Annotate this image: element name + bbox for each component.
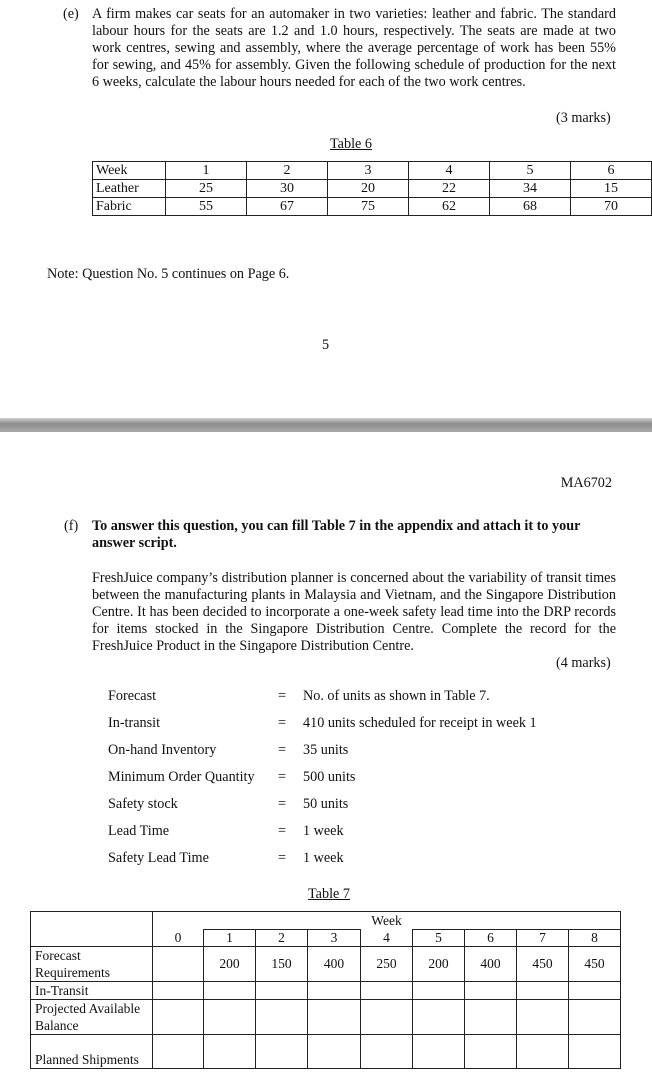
table7-row-label: Forecast Requirements <box>31 947 153 982</box>
table7-cell <box>308 1000 361 1035</box>
table7-week-label-row <box>31 912 621 930</box>
table6-cell: 30 <box>247 180 328 198</box>
table7-cell: 150 <box>256 947 308 982</box>
table6-header-cell: 2 <box>247 162 328 180</box>
table7-corner-cell <box>31 912 153 947</box>
continuation-note: Note: Question No. 5 continues on Page 6. <box>47 266 290 282</box>
table7-week-cell: 3 <box>308 930 361 947</box>
parameter-name: On-hand Inventory <box>108 742 217 758</box>
table7-cell <box>153 1000 204 1035</box>
parameter-value: 410 units scheduled for receipt in week 1 <box>303 715 537 731</box>
table6-cell: 62 <box>408 198 489 216</box>
table7-row-label: Planned Shipments <box>31 1035 153 1069</box>
table7-row-planned-shipments <box>31 1035 621 1069</box>
table6-cell: Fabric <box>93 198 166 216</box>
table7-cell <box>413 982 465 1000</box>
table6-header-cell: 3 <box>328 162 409 180</box>
table7-cell <box>308 982 361 1000</box>
equals-sign: = <box>278 769 287 785</box>
equals-sign: = <box>278 850 287 866</box>
table7-week-cell: 4 <box>361 930 413 947</box>
table-6 <box>92 161 652 216</box>
page-separator <box>0 418 652 432</box>
table7-cell: 450 <box>569 947 621 982</box>
parameter-value: 1 week <box>303 850 344 866</box>
parameter-name: Lead Time <box>108 823 170 839</box>
table6-cell: 34 <box>489 180 570 198</box>
table7-cell <box>204 1035 256 1069</box>
table7-cell <box>361 982 413 1000</box>
course-code: MA6702 <box>560 475 612 491</box>
table7-cell <box>413 1000 465 1035</box>
table7-week-cell: 8 <box>569 930 621 947</box>
table7-week-cell: 5 <box>413 930 465 947</box>
equals-sign: = <box>278 823 287 839</box>
table6-header-cell: 4 <box>408 162 489 180</box>
table7-row-projected-balance <box>31 1000 621 1035</box>
table7-cell <box>361 1000 413 1035</box>
table7-cell <box>517 982 569 1000</box>
equals-sign: = <box>278 715 287 731</box>
table7-week-cell: 1 <box>204 930 256 947</box>
table7-caption: Table 7 <box>308 886 350 902</box>
table7-cell <box>569 1000 621 1035</box>
table7-row-label: In-Transit <box>31 982 153 1000</box>
table7-row-label: Projected Available Balance <box>31 1000 153 1035</box>
table6-row-fabric <box>93 198 652 216</box>
table6-cell: 70 <box>570 198 651 216</box>
table7-cell <box>256 1035 308 1069</box>
table7-week-cell: 0 <box>153 930 204 947</box>
table7-cell <box>256 982 308 1000</box>
table7-cell: 200 <box>413 947 465 982</box>
table7-row-forecast <box>31 947 621 982</box>
table7-cell <box>517 1000 569 1035</box>
parameter-value: No. of units as shown in Table 7. <box>303 688 490 704</box>
table6-header-row <box>93 162 652 180</box>
exam-page-5 <box>0 0 652 418</box>
question-f-text: FreshJuice company’s distribution planner is concerned about the variability of transit times between the manufacturing plants in Malaysia and Vietnam, and the Singapore Distribution Centre. It has been decided to incorporate a one-week safety lead time into the DRP records for items stocked in the Singapore Distribution Centre. Complete the record for the FreshJuice Product in the Singapore Distribution Centre. <box>92 570 616 654</box>
table6-cell: 22 <box>408 180 489 198</box>
question-e <box>64 6 616 91</box>
table7-cell <box>569 982 621 1000</box>
table6-header-cell: 6 <box>570 162 651 180</box>
parameter-name: Safety stock <box>108 796 178 812</box>
question-e-marks: (3 marks) <box>556 110 611 126</box>
table7-cell: 200 <box>204 947 256 982</box>
table7-cell <box>153 982 204 1000</box>
table7-cell: 400 <box>308 947 361 982</box>
table7-cell <box>153 947 204 982</box>
table7-cell: 450 <box>517 947 569 982</box>
table6-cell: 25 <box>166 180 247 198</box>
table6-cell: Leather <box>93 180 166 198</box>
parameter-value: 500 units <box>303 769 356 785</box>
table7-cell <box>413 1035 465 1069</box>
question-f-label: (f) <box>64 518 79 534</box>
parameter-name: Forecast <box>108 688 157 704</box>
exam-page-6 <box>0 432 652 1080</box>
question-e-text: A firm makes car seats for an automaker in two varieties: leather and fabric. The standard labour hours for the seats are 1.2 and 1.0 hours, respectively. The seats are made at two work centres, sewing and assembly, where the average percentage of work has been 55% for sewing, and 45% for assembly. Given the following schedule of production for the next 6 weeks, calculate the labour hours needed for each of the two work centres. <box>92 6 616 90</box>
table6-caption: Table 6 <box>330 136 372 152</box>
table7-cell <box>465 982 517 1000</box>
page-number: 5 <box>322 337 330 353</box>
equals-sign: = <box>278 688 287 704</box>
parameter-name: Minimum Order Quantity <box>108 769 255 785</box>
table7-cell <box>204 982 256 1000</box>
table6-header-cell: Week <box>93 162 166 180</box>
table6-cell: 68 <box>489 198 570 216</box>
table7-week-cell: 2 <box>256 930 308 947</box>
equals-sign: = <box>278 796 287 812</box>
equals-sign: = <box>278 742 287 758</box>
parameter-value: 35 units <box>303 742 349 758</box>
question-f-instruction: To answer this question, you can fill Table 7 in the appendix and attach it to your answer script. <box>92 518 581 551</box>
question-e-label: (e) <box>63 6 79 22</box>
table6-cell: 67 <box>247 198 328 216</box>
parameter-name: In-transit <box>108 715 161 731</box>
table7-week-label: Week <box>153 912 621 930</box>
table6-cell: 20 <box>328 180 409 198</box>
table6-cell: 15 <box>570 180 651 198</box>
parameter-value: 1 week <box>303 823 344 839</box>
table7-week-cell: 6 <box>465 930 517 947</box>
table7-cell <box>569 1035 621 1069</box>
table7-cell <box>153 1035 204 1069</box>
table6-row-leather <box>93 180 652 198</box>
table7-week-cell: 7 <box>517 930 569 947</box>
question-f-marks: (4 marks) <box>556 655 611 671</box>
table7-cell <box>517 1035 569 1069</box>
table7-cell <box>465 1000 517 1035</box>
table6-cell: 75 <box>328 198 409 216</box>
table7-cell <box>256 1000 308 1035</box>
table6-header-cell: 1 <box>166 162 247 180</box>
table6-cell: 55 <box>166 198 247 216</box>
table-7 <box>30 911 621 1069</box>
table7-cell <box>308 1035 361 1069</box>
table7-cell <box>361 1035 413 1069</box>
table7-cell <box>204 1000 256 1035</box>
table7-cell: 400 <box>465 947 517 982</box>
table7-cell <box>465 1035 517 1069</box>
table6-header-cell: 5 <box>489 162 570 180</box>
parameter-name: Safety Lead Time <box>108 850 209 866</box>
table7-cell: 250 <box>361 947 413 982</box>
parameter-value: 50 units <box>303 796 349 812</box>
table7-row-in-transit <box>31 982 621 1000</box>
